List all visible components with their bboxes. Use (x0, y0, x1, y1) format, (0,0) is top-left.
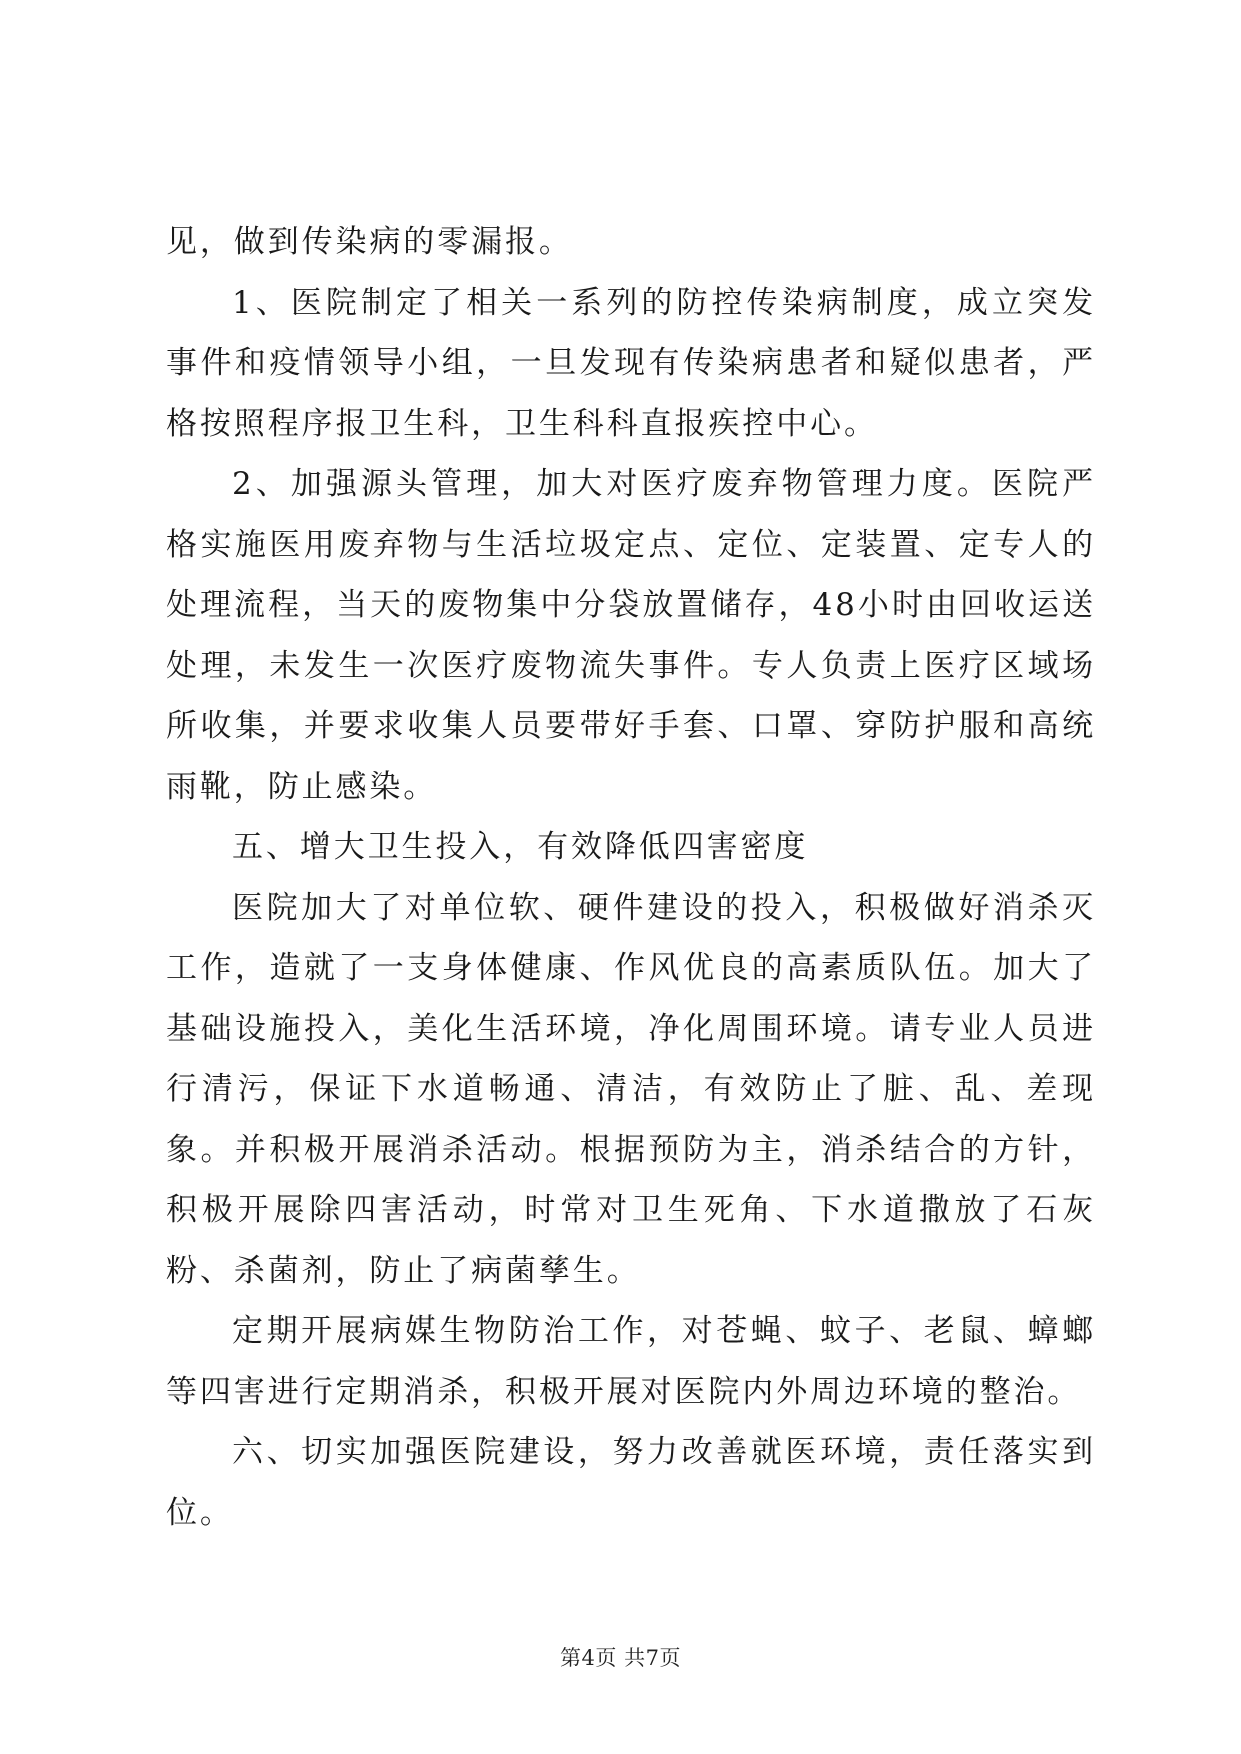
paragraph-item-1: 1、医院制定了相关一系列的防控传染病制度，成立突发事件和疫情领导小组，一旦发现有传染病患者和疑似患者，严格按照程序报卫生科，卫生科科直报疾控中心。 (166, 284, 1096, 442)
paragraph-continuation: 见，做到传染病的零漏报。 (166, 224, 573, 260)
section-heading-5: 五、增大卫生投入，有效降低四害密度 (232, 829, 809, 865)
section-heading-6: 六、切实加强医院建设，努力改善就医环境，责任落实到位。 (166, 1434, 1096, 1531)
document-body (166, 212, 1096, 1543)
paragraph-vector-control: 定期开展病媒生物防治工作，对苍蝇、蚊子、老鼠、蟑螂等四害进行定期消杀，积极开展对医院内外周边环境的整治。 (166, 1313, 1096, 1410)
paragraph-investment: 医院加大了对单位软、硬件建设的投入，积极做好消杀灭工作，造就了一支身体健康、作风优良的高素质队伍。加大了基础设施投入，美化生活环境，净化周围环境。请专业人员进行清污，保证下水道畅通、清洁，有效防止了脏、乱、差现象。并积极开展消杀活动。根据预防为主，消杀结合的方针，积极开展除四害活动，时常对卫生死角、下水道撒放了石灰粉、杀菌剂，防止了病菌孳生。 (166, 889, 1096, 1289)
paragraph-item-2: 2、加强源头管理，加大对医疗废弃物管理力度。医院严格实施医用废弃物与生活垃圾定点、定位、定装置、定专人的处理流程，当天的废物集中分袋放置储存，48小时由回收运送处理，未发生一次医疗废物流失事件。专人负责上医疗区域场所收集，并要求收集人员要带好手套、口罩、穿防护服和高统雨靴，防止感染。 (166, 466, 1096, 805)
page-number-footer: 第4页 共7页 (560, 1646, 681, 1670)
